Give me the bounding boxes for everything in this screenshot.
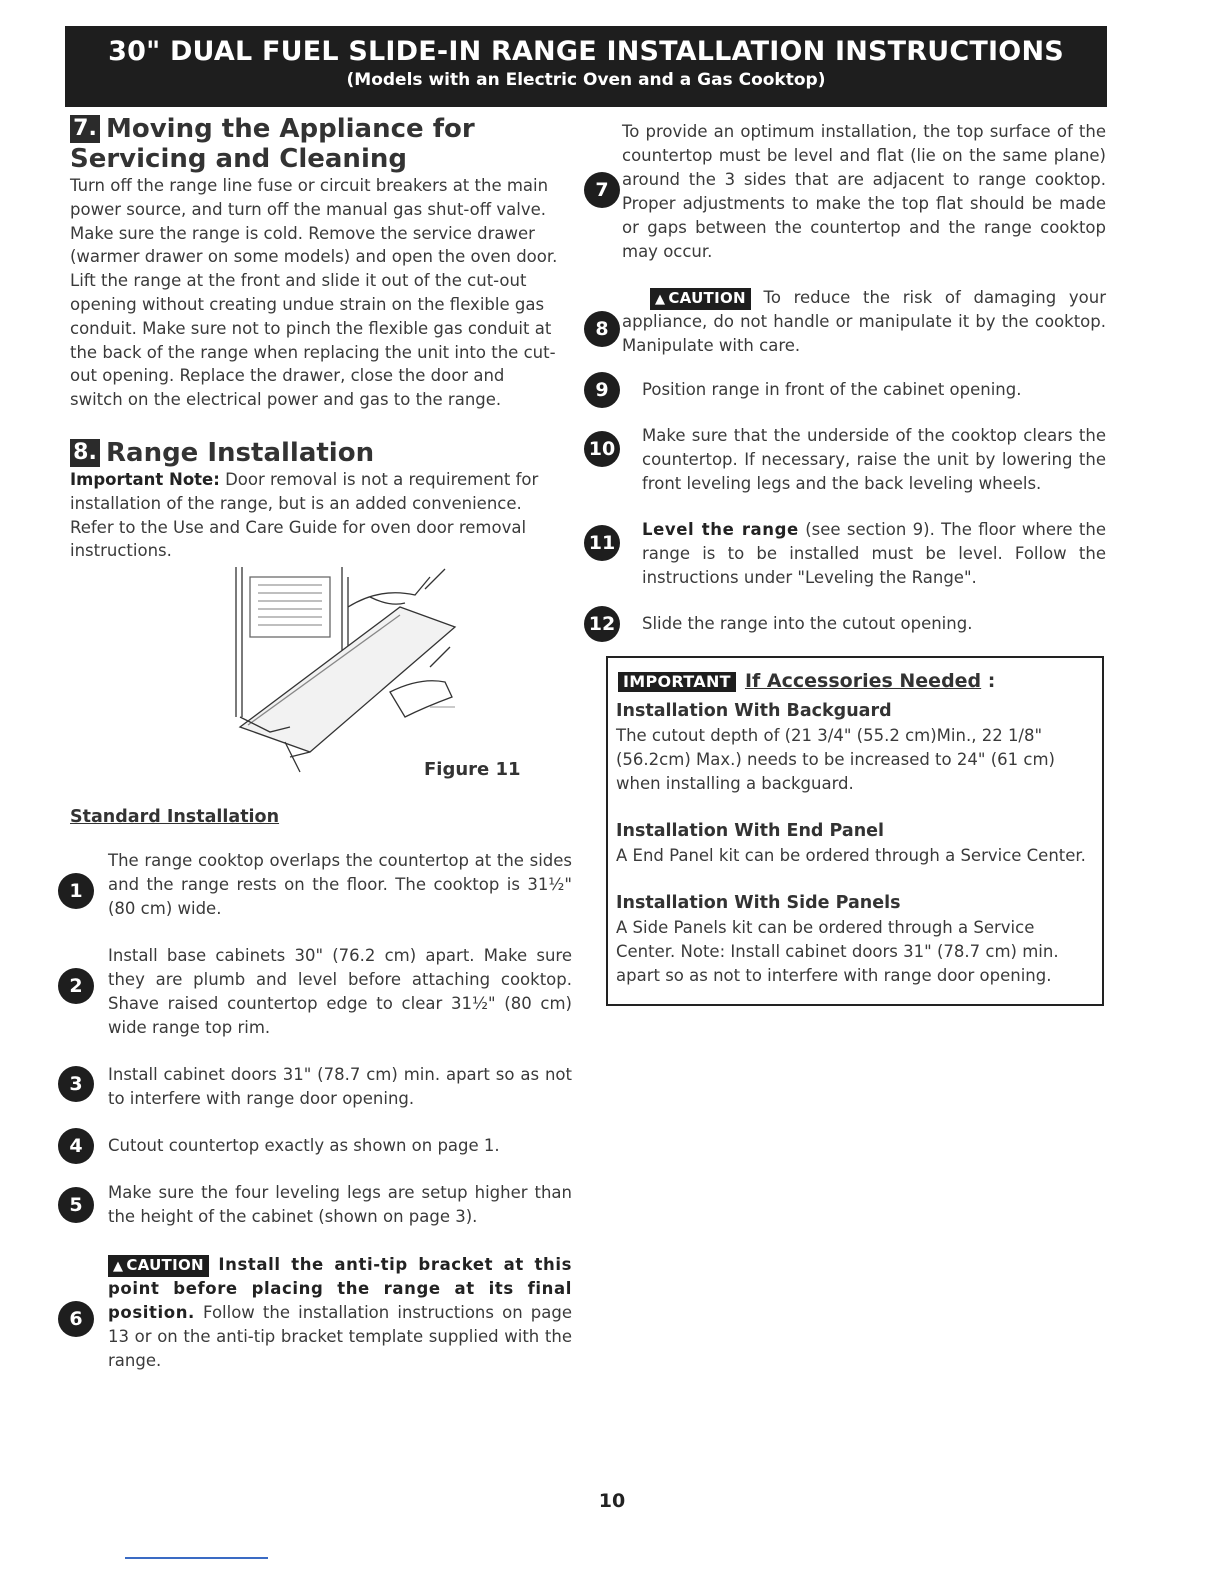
- step-7: [590, 120, 1106, 264]
- step-6-text: [108, 1253, 572, 1373]
- end-panel-text: A End Panel kit can be ordered through a Service Center.: [616, 846, 1086, 865]
- step-2: [70, 944, 572, 1040]
- step-3-text: Install cabinet doors 31" (78.7 cm) min. apart so as not to interfere with range door opening.: [108, 1065, 572, 1109]
- accessories-heading-colon: :: [981, 670, 996, 692]
- step-8-rest: To reduce the risk of damaging your appliance, do not handle or manipulate it by the cooktop. Manipulate with care.: [622, 288, 1106, 355]
- step-5-badge: 5: [58, 1187, 94, 1223]
- step-10: [590, 424, 1106, 496]
- accessories-heading-row: [616, 670, 1094, 692]
- section-7-heading: [70, 114, 572, 174]
- left-column: [70, 114, 572, 1373]
- footer-rule: [125, 1557, 268, 1559]
- step-4-text: Cutout countertop exactly as shown on page 1.: [108, 1136, 500, 1156]
- page-title: 30" DUAL FUEL SLIDE-IN RANGE INSTALLATION INSTRUCTIONS: [108, 36, 1064, 67]
- step-11-badge: 11: [584, 525, 620, 561]
- backguard-title: Installation With Backguard: [616, 701, 892, 721]
- section-7-title-line1: Moving the Appliance for: [106, 114, 475, 144]
- page-number: 10: [598, 1490, 626, 1512]
- caution-label-2: ▲ CAUTION: [650, 288, 751, 310]
- caution-label: ▲ CAUTION: [108, 1255, 209, 1277]
- step-3-badge: 3: [58, 1066, 94, 1102]
- end-panel-title: Installation With End Panel: [616, 821, 885, 841]
- step-8-badge: 8: [584, 311, 620, 347]
- section-7-body: Turn off the range line fuse or circuit breakers at the main power source, and turn off the manual gas shut-off valve. Make sure the range is cold. Remove the service drawer (warmer drawer on some models) and open the oven door. Lift the range at the front and slide it out of the cut-out opening without creating undue strain on the flexible gas conduit. Make sure not to pinch the flexible gas conduit at the back of the range when replacing the unit into the cut-out opening. Replace the drawer, close the door and switch on the electrical power and gas to the range.: [70, 176, 558, 410]
- step-4: [70, 1134, 572, 1158]
- step-4-badge: 4: [58, 1128, 94, 1164]
- title-banner: [65, 26, 1107, 107]
- step-11: [590, 518, 1106, 590]
- accessories-heading: If Accessories Needed: [744, 670, 982, 692]
- section-7-title-line2: Servicing and Cleaning: [70, 144, 407, 174]
- section-8-number: 8.: [70, 439, 100, 467]
- figure-11: [70, 567, 572, 807]
- side-panels-text: A Side Panels kit can be ordered through a Service Center. Note: Install cabinet doors 31" (78.7 cm) min. apart so as not to interfere with range door opening.: [616, 918, 1059, 985]
- step-9: [590, 378, 1106, 402]
- step-5-text: Make sure the four leveling legs are setup higher than the height of the cabinet (shown on page 3).: [108, 1183, 572, 1227]
- step-7-badge: 7: [584, 172, 620, 208]
- step-12-text: Slide the range into the cutout opening.: [642, 614, 973, 633]
- step-12: [590, 612, 1106, 636]
- important-note-label: Important Note:: [70, 469, 220, 489]
- step-11-rest: (see section 9). The floor where the range is to be installed must be level. Follow the instructions under "Leveling the Range".: [642, 520, 1107, 587]
- step-11-text: [642, 518, 1106, 590]
- section-8-title: Range Installation: [106, 437, 375, 468]
- section-7-number: 7.: [70, 115, 100, 143]
- figure-caption: Figure 11: [424, 759, 521, 781]
- important-note-text: Door removal is not a requirement for installation of the range, but is an added convenience. Refer to the Use and Care Guide for oven door removal instructions.: [70, 469, 539, 561]
- step-9-text: Position range in front of the cabinet opening.: [642, 380, 1022, 399]
- step-8: [590, 286, 1106, 358]
- step-8-text: [622, 286, 1106, 358]
- step-6-rest: Follow the installation instructions on page 13 or on the anti-tip bracket template supplied with the range.: [108, 1303, 572, 1371]
- page-subtitle: (Models with an Electric Oven and a Gas Cooktop): [346, 70, 826, 90]
- step-1-text: The range cooktop overlaps the countertop at the sides and the range rests on the floor. The cooktop is 31½" (80 cm) wide.: [108, 851, 572, 919]
- section-8-note: [70, 468, 562, 563]
- warning-triangle-icon-2: ▲: [655, 292, 666, 307]
- step-2-badge: 2: [58, 968, 94, 1004]
- step-6-bold: Install the anti-tip bracket at this point before placing the range at its final position.: [108, 1255, 573, 1323]
- step-9-badge: 9: [584, 372, 620, 408]
- important-label: IMPORTANT: [618, 672, 736, 692]
- step-12-badge: 12: [584, 606, 620, 642]
- step-7-text: To provide an optimum installation, the top surface of the countertop must be level and flat (lie on the same plane) around the 3 sides that are adjacent to range cooktop. Proper adjustments to make the top flat should be made or gaps between the countertop and the range cooktop may occur.: [622, 122, 1106, 261]
- step-1: [70, 849, 572, 921]
- step-5: [70, 1181, 572, 1229]
- step-10-text: Make sure that the underside of the cooktop clears the countertop. If necessary, raise the unit by lowering the front leveling legs and the back leveling wheels.: [642, 426, 1106, 493]
- warning-triangle-icon: ▲: [113, 1259, 124, 1275]
- section-8-heading: [70, 438, 572, 468]
- standard-installation-heading: Standard Installation: [70, 807, 280, 828]
- right-column: [590, 120, 1108, 1006]
- step-6: [70, 1253, 572, 1373]
- step-6-badge: 6: [58, 1301, 94, 1337]
- step-2-text: Install base cabinets 30" (76.2 cm) apart. Make sure they are plumb and level before attaching cooktop. Shave raised countertop edge to clear 31½" (80 cm) wide range top rim.: [108, 946, 572, 1038]
- backguard-text: The cutout depth of (21 3/4" (55.2 cm)Min., 22 1/8" (56.2cm) Max.) needs to be increased to 24" (61 cm) when installing a backguard.: [616, 726, 1055, 793]
- accessories-box: [606, 656, 1104, 1006]
- step-1-badge: 1: [58, 873, 94, 909]
- side-panels-title: Installation With Side Panels: [616, 893, 901, 913]
- step-11-bold: Level the range: [642, 520, 799, 539]
- step-3: [70, 1063, 572, 1111]
- step-10-badge: 10: [584, 431, 620, 467]
